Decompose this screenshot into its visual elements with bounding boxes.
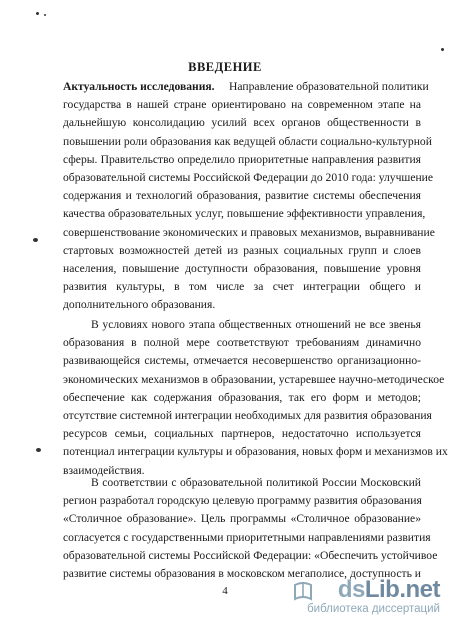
text-line: совершенствование экономических и правовых механизмов, выравнивание bbox=[63, 225, 435, 239]
brand-suffix: Lib.net bbox=[364, 576, 440, 603]
text-line: развивающейся системы, отмечается несовершенство организационно- bbox=[63, 354, 421, 368]
text-line: образовательной системы Российской Федерации до 2010 года: улучшение bbox=[63, 170, 434, 184]
text-line: развитие системы образования в московском мегаполисе, доступность и bbox=[63, 566, 421, 580]
text-line: потенциал интеграции культуры и образования, новых форм и механизмов их bbox=[63, 445, 448, 459]
page-number: 4 bbox=[222, 585, 228, 597]
text-line: сферы. Правительство определило приоритетные направления развития bbox=[63, 152, 421, 166]
text-line: В условиях нового этапа общественных отношений не все звенья bbox=[91, 318, 421, 331]
page-heading: ВВЕДЕНИЕ bbox=[188, 60, 262, 74]
text-line: согласуется с государственными приоритетными направлениями развития bbox=[63, 530, 431, 544]
text-line: образовательной системы Российской Федерации: «Обеспечить устойчивое bbox=[63, 548, 438, 562]
text-line: повышении роли образования как ведущей области социально-культурной bbox=[63, 134, 432, 148]
section-label: Актуальность исследования. bbox=[63, 80, 215, 93]
text-run: Направление образовательной политики bbox=[214, 80, 429, 93]
scan-speck bbox=[441, 48, 444, 51]
text-line: «Столичное образование». Цель программы «Столичное образование» bbox=[63, 512, 421, 526]
book-icon bbox=[292, 580, 314, 602]
text-line: качества образовательных услуг, повышение эффективности управления, bbox=[63, 207, 426, 221]
scan-speck bbox=[36, 12, 39, 15]
text-line: содержания и технологий образования, развитие системы обеспечения bbox=[63, 189, 421, 203]
watermark-brand bbox=[338, 576, 440, 604]
text-line: регион разработал городскую целевую программу развития образования bbox=[63, 494, 422, 508]
scan-speck bbox=[36, 448, 41, 452]
text-line: развития культуры, в том числе за счет интеграции общего и bbox=[63, 280, 421, 294]
text-line: обеспечение как содержания образования, так его форм и методов; bbox=[63, 390, 421, 404]
scan-speck bbox=[44, 14, 46, 16]
brand-prefix: ds bbox=[337, 576, 365, 603]
paragraph-1 bbox=[63, 78, 435, 314]
text-line: государства в нашей стране ориентировано на современном этапе на bbox=[63, 98, 421, 112]
scan-speck bbox=[33, 238, 38, 242]
text-line: дальнейшую консолидацию усилий всех органов общественности в bbox=[63, 116, 421, 130]
watermark bbox=[240, 576, 440, 616]
text-line: отсутствие системной интеграции необходимых для развития образования bbox=[63, 408, 432, 422]
text-line: экономических механизмов в образовании, устаревшее научно-методическое bbox=[63, 372, 445, 386]
text-line: В соответствии с образовательной политикой России Московский bbox=[91, 476, 421, 489]
paragraph-2 bbox=[63, 316, 448, 480]
text-line: взаимодействия. bbox=[63, 463, 145, 477]
text-line: стартовых возможностей детей из разных социальных групп и слоев bbox=[63, 243, 421, 257]
text-line: населения, повышение доступности образования, повышение уровня bbox=[63, 261, 421, 275]
watermark-subtitle: библиотека диссертаций bbox=[307, 603, 440, 615]
text-line: образования в полной мере соответствуют требованиям динамично bbox=[63, 336, 421, 350]
text-line: дополнительного образования. bbox=[63, 298, 216, 312]
paragraph-3 bbox=[63, 474, 438, 583]
text-line: ресурсов семьи, социальных партнеров, недостаточно используется bbox=[63, 427, 421, 441]
text-line bbox=[63, 78, 429, 96]
